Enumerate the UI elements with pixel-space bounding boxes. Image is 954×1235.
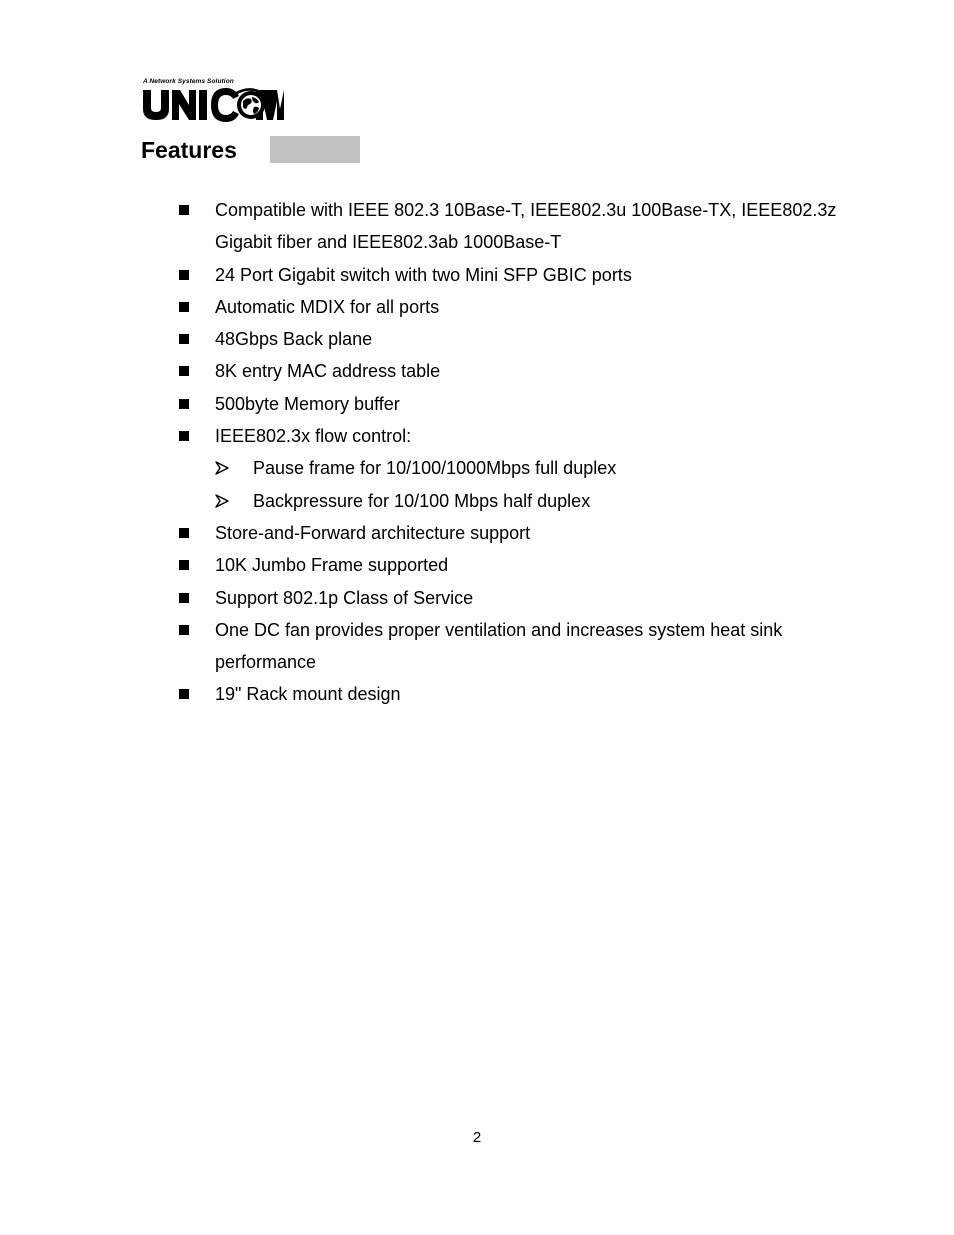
feature-sub-item [215,452,839,484]
feature-item [179,582,839,614]
square-bullet-icon [179,205,189,215]
feature-text: Support 802.1p Class of Service [215,587,474,608]
arrow-bullet-icon [215,494,229,508]
feature-item [179,323,839,355]
feature-item [179,420,839,517]
feature-item [179,549,839,581]
unicom-logo [141,78,289,126]
feature-text: 500byte Memory buffer [215,393,400,414]
square-bullet-icon [179,366,189,376]
feature-text: 24 Port Gigabit switch with two Mini SFP GBIC ports [215,264,632,285]
page-title: Features [141,137,237,163]
feature-text: Compatible with IEEE 802.3 10Base-T, IEEE802.3u 100Base-TX, IEEE802.3z Gigabit fiber and IEEE802.3ab 1000Base-T [215,200,837,253]
square-bullet-icon [179,625,189,635]
feature-item [179,517,839,549]
page-number: 2 [472,1129,482,1146]
square-bullet-icon [179,334,189,344]
square-bullet-icon [179,270,189,280]
feature-text: Automatic MDIX for all ports [215,296,440,317]
feature-text: Store-and-Forward architecture support [215,522,531,543]
square-bullet-icon [179,528,189,538]
section-heading-row [141,134,237,166]
feature-text: 19" Rack mount design [215,684,401,705]
feature-item [179,388,839,420]
feature-item [179,291,839,323]
feature-sub-text: Backpressure for 10/100 Mbps half duplex [253,490,591,511]
square-bullet-icon [179,399,189,409]
square-bullet-icon [179,431,189,441]
feature-item [179,259,839,291]
feature-item [179,614,839,679]
logo-wordmark [141,86,289,126]
features-list [179,194,839,711]
arrow-bullet-icon [215,461,229,475]
feature-sub-text: Pause frame for 10/100/1000Mbps full duplex [253,458,617,479]
feature-text: IEEE802.3x flow control: [215,426,412,447]
square-bullet-icon [179,302,189,312]
square-bullet-icon [179,560,189,570]
square-bullet-icon [179,689,189,699]
feature-text: 10K Jumbo Frame supported [215,555,449,576]
feature-text: 8K entry MAC address table [215,361,441,382]
feature-item [179,678,839,710]
feature-item [179,355,839,387]
feature-sub-list [215,452,839,517]
logo-tagline: A Network Systems Solution [143,78,234,85]
feature-text: 48Gbps Back plane [215,329,373,350]
feature-item [179,194,839,259]
feature-text: One DC fan provides proper ventilation and increases system heat sink performance [215,619,783,673]
square-bullet-icon [179,593,189,603]
heading-highlight-bar [270,136,360,163]
feature-sub-item [215,485,839,517]
